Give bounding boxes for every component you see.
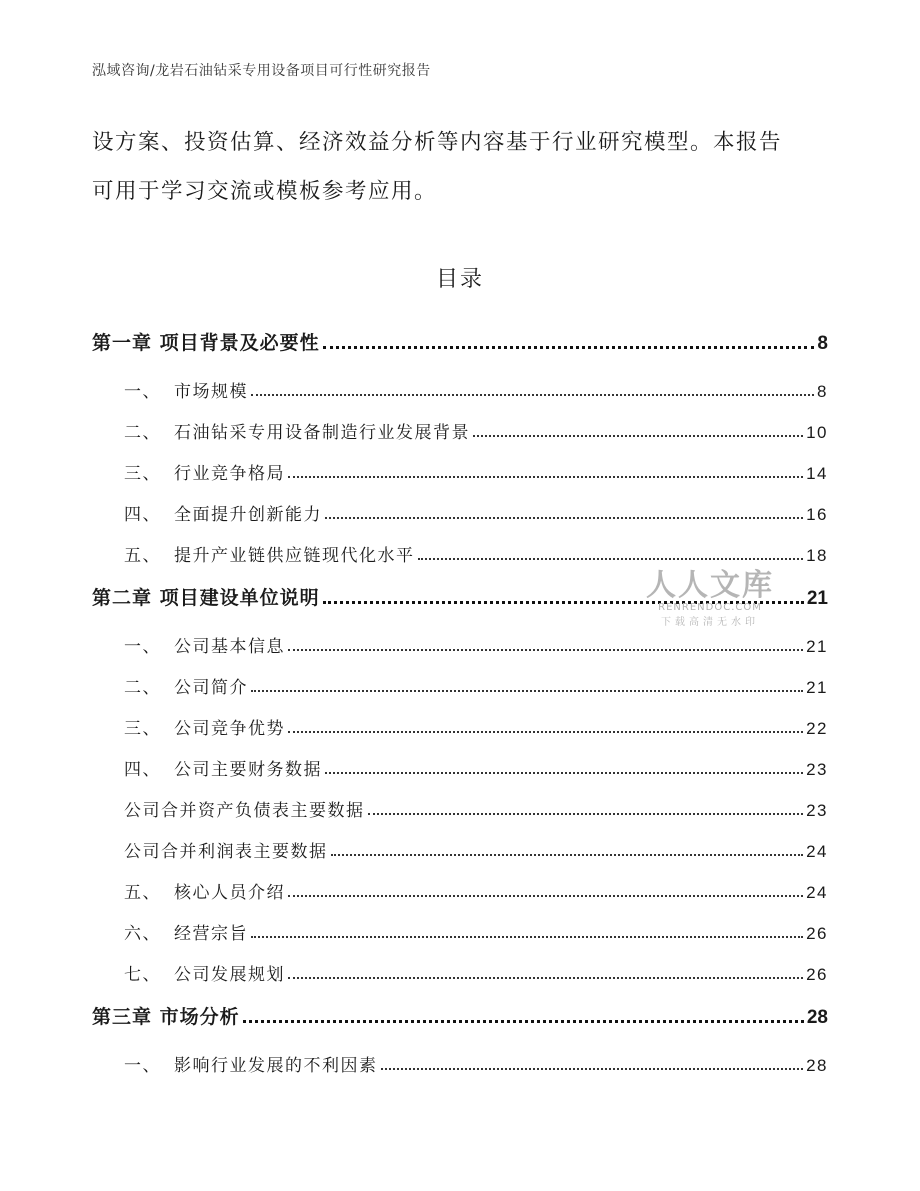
- toc-entry-label: [92, 1002, 240, 1029]
- toc-entry-text: 公司主要财务数据: [174, 760, 322, 780]
- toc-entry-label: [124, 500, 322, 525]
- toc-page-number: 24: [806, 883, 828, 902]
- toc-entry-text: 公司基本信息: [174, 637, 285, 657]
- toc-section-entry[interactable]: [92, 623, 828, 664]
- toc-entry-text: 经营宗旨: [174, 924, 248, 944]
- toc-dot-leader: [243, 1020, 804, 1023]
- toc-dot-leader: [473, 435, 803, 437]
- toc-section-entry[interactable]: [92, 910, 828, 951]
- toc-page-number: 23: [806, 760, 828, 779]
- toc-entry-number: 三、: [124, 464, 161, 484]
- toc-page-number: 8: [817, 333, 828, 354]
- intro-line-1: 设方案、投资估算、经济效益分析等内容基于行业研究模型。本报告: [92, 130, 783, 155]
- toc-entry-number: 六、: [124, 924, 161, 944]
- toc-title: 目录: [435, 267, 484, 292]
- toc-page-number: 23: [806, 801, 828, 820]
- watermark-url: RENRENDOC.COM: [658, 602, 762, 613]
- toc-entry-label: [92, 328, 320, 355]
- toc-entry-text: 影响行业发展的不利因素: [174, 1056, 378, 1076]
- toc-entry-number: 二、: [124, 678, 161, 698]
- toc-dot-leader: [288, 476, 803, 478]
- toc-entry-label: [124, 541, 415, 566]
- toc-page-number: 8: [817, 382, 828, 401]
- toc-entry-text: 公司合并资产负债表主要数据: [124, 801, 365, 821]
- toc-entry-text: 公司简介: [174, 678, 248, 698]
- toc-dot-leader: [251, 936, 803, 938]
- running-header: 泓域咨询/龙岩石油钻采专用设备项目可行性研究报告: [92, 63, 431, 79]
- toc-page-number: 22: [806, 719, 828, 738]
- toc-page-number: 21: [806, 678, 828, 697]
- intro-paragraph: [92, 118, 832, 216]
- toc-page-number: 28: [806, 1056, 828, 1075]
- table-of-contents: [92, 318, 828, 1083]
- toc-dot-leader: [251, 690, 803, 692]
- toc-section-entry[interactable]: [92, 746, 828, 787]
- toc-dot-leader: [288, 649, 803, 651]
- toc-entry-number: 一、: [124, 637, 161, 657]
- toc-entry-label: [124, 418, 470, 443]
- toc-entry-label: [124, 960, 285, 985]
- toc-dot-leader: [288, 977, 803, 979]
- toc-entry-number: 二、: [124, 423, 161, 443]
- toc-entry-text: 石油钻采专用设备制造行业发展背景: [174, 423, 470, 443]
- toc-entry-label: [124, 1051, 378, 1076]
- toc-entry-label: [124, 632, 285, 657]
- toc-entry-text: 核心人员介绍: [174, 883, 285, 903]
- toc-entry-label: [124, 878, 285, 903]
- toc-section-entry[interactable]: [92, 951, 828, 992]
- toc-section-entry[interactable]: [92, 409, 828, 450]
- toc-section-entry[interactable]: [92, 450, 828, 491]
- toc-page-number: 26: [806, 924, 828, 943]
- toc-entry-text: 公司合并利润表主要数据: [124, 842, 328, 862]
- toc-entry-label: [124, 755, 322, 780]
- toc-section-entry[interactable]: [92, 368, 828, 409]
- toc-dot-leader: [325, 517, 803, 519]
- toc-dot-leader: [288, 895, 803, 897]
- toc-dot-leader: [331, 854, 804, 856]
- toc-dot-leader: [368, 813, 804, 815]
- toc-entry-label: [124, 459, 285, 484]
- toc-entry-number: 五、: [124, 546, 161, 566]
- toc-page-number: 28: [806, 1007, 828, 1028]
- toc-section-entry[interactable]: [92, 705, 828, 746]
- toc-entry-number: 七、: [124, 965, 161, 985]
- toc-entry-text: 全面提升创新能力: [174, 505, 322, 525]
- toc-entry-number: 一、: [124, 1056, 161, 1076]
- watermark-title: 人人文库: [646, 568, 774, 603]
- toc-dot-leader: [323, 346, 815, 349]
- toc-page-number: 10: [806, 423, 828, 442]
- toc-page-number: 21: [806, 588, 828, 609]
- toc-page-number: 21: [806, 637, 828, 656]
- toc-entry-number: 一、: [124, 382, 161, 402]
- toc-page-number: 26: [806, 965, 828, 984]
- toc-entry-text: 公司发展规划: [174, 965, 285, 985]
- toc-section-entry[interactable]: [92, 828, 828, 869]
- toc-entry-text: 提升产业链供应链现代化水平: [174, 546, 415, 566]
- watermark: [640, 560, 780, 628]
- toc-chapter-entry[interactable]: [92, 992, 828, 1036]
- toc-entry-text: 市场规模: [174, 382, 248, 402]
- toc-entry-label: [124, 919, 248, 944]
- toc-entry-number: 四、: [124, 505, 161, 525]
- toc-entry-label: [124, 796, 365, 821]
- toc-entry-number: 五、: [124, 883, 161, 903]
- toc-dot-leader: [288, 731, 803, 733]
- toc-entry-text: 行业竞争格局: [174, 464, 285, 484]
- watermark-tagline: 下载高清无水印: [661, 617, 759, 628]
- toc-entry-label: [124, 377, 248, 402]
- toc-entry-text: 第一章 项目背景及必要性: [92, 332, 320, 354]
- toc-entry-text: 第三章 市场分析: [92, 1006, 240, 1028]
- toc-entry-text: 公司竞争优势: [174, 719, 285, 739]
- toc-section-entry[interactable]: [92, 1042, 828, 1083]
- toc-entry-number: 三、: [124, 719, 161, 739]
- toc-entry-label: [124, 714, 285, 739]
- toc-section-entry[interactable]: [92, 664, 828, 705]
- toc-entry-text: 第二章 项目建设单位说明: [92, 587, 320, 609]
- toc-entry-label: [92, 583, 320, 610]
- toc-section-entry[interactable]: [92, 869, 828, 910]
- toc-page-number: 14: [806, 464, 828, 483]
- toc-section-entry[interactable]: [92, 787, 828, 828]
- toc-section-entry[interactable]: [92, 491, 828, 532]
- toc-page-number: 18: [806, 546, 828, 565]
- toc-page-number: 24: [806, 842, 828, 861]
- toc-entry-number: 四、: [124, 760, 161, 780]
- toc-entry-label: [124, 837, 328, 862]
- toc-dot-leader: [325, 772, 803, 774]
- toc-page-number: 16: [806, 505, 828, 524]
- toc-entry-label: [124, 673, 248, 698]
- intro-line-2: 可用于学习交流或模板参考应用。: [92, 179, 438, 204]
- toc-dot-leader: [381, 1068, 804, 1070]
- toc-chapter-entry[interactable]: [92, 318, 828, 362]
- toc-dot-leader: [251, 394, 814, 396]
